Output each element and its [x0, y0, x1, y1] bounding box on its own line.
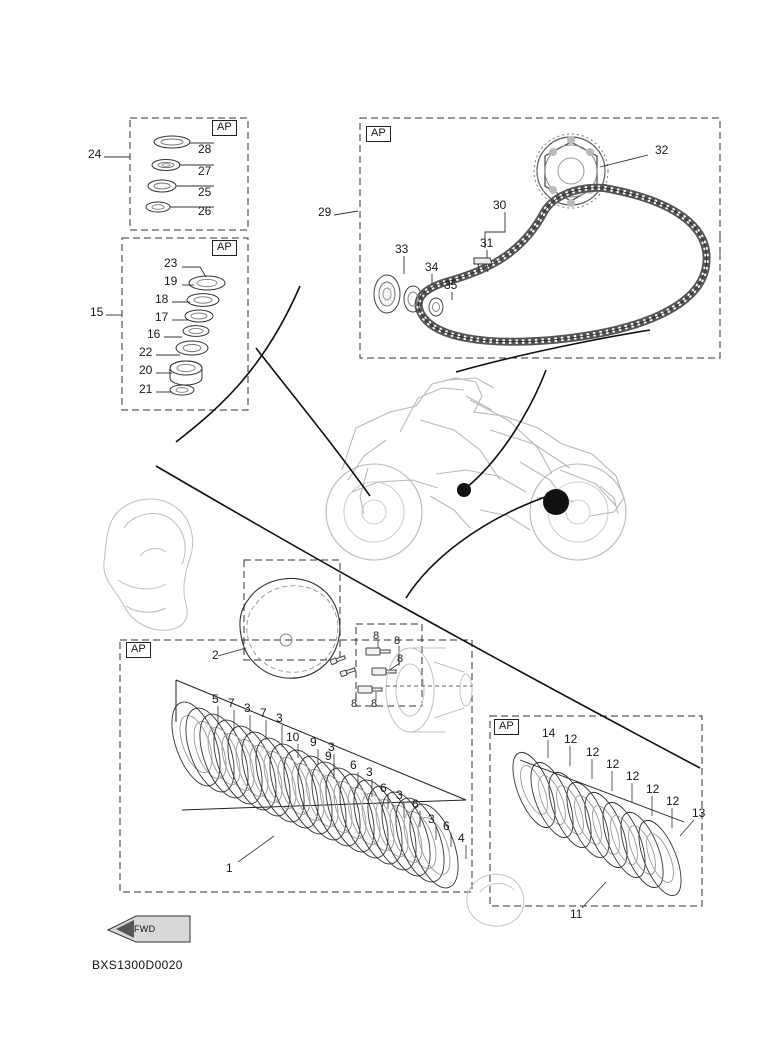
callout-13: 13 [692, 806, 706, 820]
callout-12-e: 12 [646, 782, 660, 796]
callout-35: 35 [444, 278, 458, 292]
clutch-plate-stack [162, 680, 468, 894]
callout-7-b: 7 [260, 706, 267, 720]
callout-16: 16 [147, 327, 161, 341]
callout-12-f: 12 [666, 794, 680, 808]
friction-plate-stack [504, 747, 690, 901]
callout-23: 23 [164, 256, 178, 270]
part-23-washer [189, 276, 225, 290]
callout-25: 25 [198, 185, 212, 199]
callout-3-e: 3 [396, 788, 403, 802]
part-33-bearing [374, 275, 400, 313]
ap-badge-friction-plates: AP [494, 719, 519, 735]
diagram-code: BXS1300D0020 [92, 958, 183, 972]
callout-33: 33 [395, 242, 409, 256]
callout-3-b: 3 [276, 711, 283, 725]
callout-34: 34 [425, 260, 439, 274]
callout-12-c: 12 [606, 757, 620, 771]
callout-32: 32 [655, 143, 669, 157]
callout-8-e: 8 [371, 698, 378, 710]
callout-7-a: 7 [228, 696, 235, 710]
part-2-gasket [240, 578, 340, 678]
callout-24: 24 [88, 147, 102, 161]
motorcycle-silhouette [326, 378, 626, 560]
leaders-clutch-stack [218, 706, 466, 862]
callout-8-d: 8 [351, 698, 358, 710]
callout-27: 27 [198, 164, 212, 178]
callout-10: 10 [286, 730, 300, 744]
callout-26: 26 [198, 204, 212, 218]
callout-11: 11 [570, 907, 583, 921]
callout-6-b: 6 [380, 781, 387, 795]
callout-5: 5 [212, 692, 219, 706]
callout-21: 21 [139, 382, 153, 396]
part-28-oil-seal [154, 136, 190, 148]
callout-20: 20 [139, 363, 153, 377]
ap-badge-seal-group-15: AP [212, 240, 237, 256]
callout-12-a: 12 [564, 732, 578, 746]
part-35-nut [429, 298, 443, 316]
part-27-circlip [152, 160, 180, 171]
callout-12-d: 12 [626, 769, 640, 783]
callout-3-a: 3 [244, 701, 251, 715]
callout-6-c: 6 [412, 797, 419, 811]
part-26-washer [146, 202, 170, 212]
callout-8-a: 8 [373, 630, 380, 642]
group-box-screws [356, 624, 422, 706]
callout-4: 4 [458, 831, 465, 845]
callout-3-d: 3 [366, 765, 373, 779]
part-25-bearing [148, 180, 176, 192]
crankcase-cover-outline [104, 499, 193, 630]
part-18-ring [185, 310, 213, 322]
callout-19: 19 [164, 274, 178, 288]
part-31-drive-chain [419, 188, 707, 342]
ap-badge-drive-chain: AP [366, 126, 391, 142]
part-22-collar [170, 361, 202, 385]
callout-3-c: 3 [328, 740, 335, 754]
ap-badge-seal-group-24: AP [212, 120, 237, 136]
callout-30: 30 [493, 198, 507, 212]
callout-9-a: 9 [310, 735, 317, 749]
callout-28: 28 [198, 142, 212, 156]
part-20-21-seal [170, 385, 194, 395]
callout-2: 2 [212, 648, 219, 662]
leaders-group-29 [334, 155, 648, 300]
part-16-bearing [176, 341, 208, 355]
callout-8-c: 8 [397, 653, 404, 665]
part-32-rear-sprocket [534, 134, 608, 208]
callout-1: 1 [226, 861, 233, 875]
ap-badge-clutch-plates: AP [126, 642, 151, 658]
group-box-cover [244, 560, 340, 660]
callout-8-b: 8 [394, 635, 401, 647]
callout-12-b: 12 [586, 745, 600, 759]
part-19-spacer [187, 294, 219, 307]
callout-29: 29 [318, 205, 332, 219]
callout-3-f: 3 [428, 812, 435, 826]
callout-17: 17 [155, 310, 169, 324]
callout-9-b: 9 [325, 749, 332, 763]
callout-31: 31 [480, 236, 494, 250]
callout-14: 14 [542, 726, 556, 740]
callout-6-d: 6 [443, 819, 450, 833]
callout-22: 22 [139, 345, 153, 359]
callout-18: 18 [155, 292, 169, 306]
part-17-ring [183, 326, 209, 337]
callout-15: 15 [90, 305, 104, 319]
pressure-plate-outline [467, 874, 524, 926]
fwd-label: FWD [134, 924, 156, 934]
callout-6-a: 6 [350, 758, 357, 772]
